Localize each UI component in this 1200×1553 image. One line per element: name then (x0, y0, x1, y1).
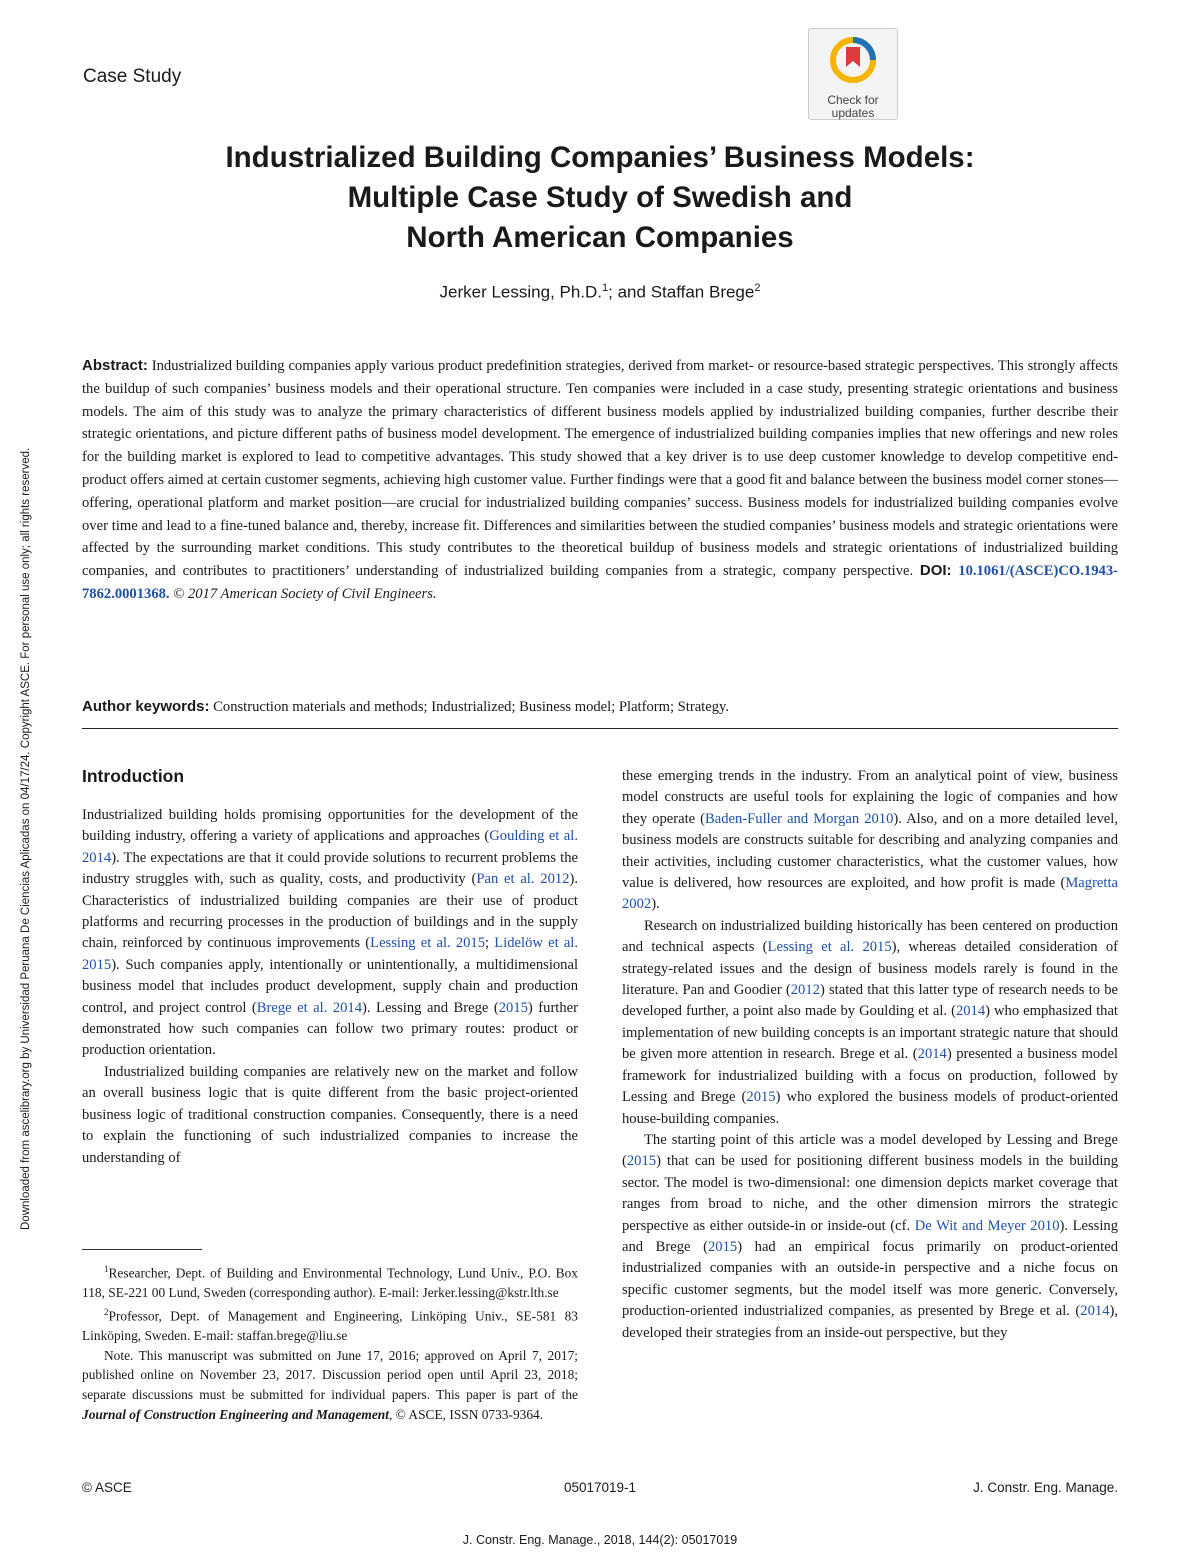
footnote-1 (82, 1260, 578, 1303)
citation-link[interactable]: 2015 (746, 1089, 776, 1106)
citation-link[interactable]: Goulding et al. 2014 (82, 828, 578, 866)
badge-line-2: updates (831, 106, 875, 120)
paragraph: Industrialized building companies are relatively new on the market and follow an overall business logic that is quite different from the basic project-oriented business logic of traditional construction companies. Consequently, there is a need to explain the functioning of such industrialized companies to increase the understanding of (82, 1063, 578, 1166)
crossmark-icon (828, 35, 878, 85)
footnotes (82, 1260, 578, 1425)
footer-publisher: © ASCE (82, 1480, 132, 1495)
text: Note. This manuscript was submitted on June 17, 2016; approved on April 7, 2017; published online on November 23, 2017. Discussion period open until April 23, 2018; separate discussions must be submitted for individual papers. This paper is part of the (82, 1347, 578, 1403)
citation-link[interactable]: Lidelöw et al. 2015 (82, 935, 579, 973)
text: ) that can be used for positioning different business models in the building sector. The model is two-dimensional: one dimension depicts market coverage that ranges from broad to niche, and the other dimension mirrors the strategic perspective as either outside-in or inside-out (cf. (622, 1153, 1118, 1234)
text: Research on industrialized building historically has been centered on production and technical aspects ( (622, 917, 1118, 956)
text: ), developed their strategies from an inside-out perspective, but they (622, 1303, 1118, 1341)
title-line-2: Multiple Case Study of Swedish and (347, 181, 853, 214)
citation-link[interactable]: Pan et al. 2012 (476, 871, 570, 888)
citation-link[interactable]: Baden-Fuller and Morgan 2010 (705, 810, 894, 827)
text: Researcher, Dept. of Building and Environmental Technology, Lund Univ., P.O. Box 118, SE-221 00 Lund, Sweden (corresponding author). E-mail: Jerker.lessing@kstr.lth.se (82, 1265, 578, 1301)
abstract-label: Abstract: (82, 357, 148, 374)
check-for-updates-badge[interactable] (808, 28, 898, 120)
badge-line-1: Check for (827, 93, 879, 107)
section-divider (82, 728, 1118, 729)
author-1: Jerker Lessing, Ph.D. (439, 282, 603, 302)
text: The starting point of this article was a model developed by Lessing and Brege ( (622, 1131, 1118, 1170)
author-1-affil: 1 (602, 282, 609, 294)
citation-link[interactable]: 2014 (1080, 1303, 1110, 1320)
bottom-citation: J. Constr. Eng. Manage., 2018, 144(2): 05017019 (462, 1533, 738, 1547)
citation-link[interactable]: 2015 (708, 1238, 738, 1255)
text: ) had an empirical focus primarily on product-oriented industrialized companies with an outside-in perspective and a niche focus on specific customer segments, but the model itself was more generic. Conversely, production-oriented industrialized companies, as presented by Brege et al. ( (622, 1238, 1118, 1320)
doi-label: DOI: (919, 562, 952, 580)
title-line-3: North American Companies (406, 221, 794, 254)
text: , © ASCE, ISSN 0733-9364. (388, 1406, 544, 1422)
text: ). Such companies apply, intentionally or unintentionally, a multidimensional business model that includes product development, supply chain and production control, and project control ( (82, 956, 578, 1016)
title-line-1: Industrialized Building Companies’ Business Models: (225, 141, 975, 174)
footer-page-id: 05017019-1 (563, 1480, 637, 1495)
footnote-marker: 2 (104, 1306, 109, 1317)
left-column (82, 805, 578, 1169)
text: ) further demonstrated how such companies can follow two primary routes: product or production orientation. (82, 999, 578, 1059)
journal-name: Journal of Construction Engineering and Management (82, 1406, 389, 1422)
text: ) presented a business model framework for industrialized building with a focus on production, followed by Lessing and Brege ( (622, 1046, 1118, 1106)
abstract-body: Industrialized building companies apply various product predefinition strategies, derived from market- or resource-based strategic perspectives. This strongly affects the buildup of such companies’ business models and their operational structure. Ten companies were included in a case study, presenting strategic orientations and business models. The aim of this study was to analyze the primary characteristics of different business models applied by industrialized building companies, further describe their strategic orientations, and picture different paths of business model development. The emergence of industrialized building companies implies that new offerings and new roles for the building market is explored to lead to competitive advantages. This study showed that a key driver is to use deep customer knowledge to develop competitive end-product offers aimed at certain customer segments, achieving high customer value. Further findings were that a good fit and balance between the business model corner stones—offering, operational platform and market position—are crucial for industrialized building companies’ success. Business models for industrialized building companies evolve over time and lead to a fine-tuned balance and, thereby, increase fit. Differences and similarities between the studied companies’ business models and strategic orientations were affected by the surrounding market conditions. This study contributes to the theoretical buildup of business models and strategic orientations of industrialized building companies, and contributes to practitioners’ understanding of industrialized building companies from a strategic, company perspective. (82, 358, 1118, 580)
text: Professor, Dept. of Management and Engineering, Linköping Univ., SE-581 83 Linköping, Sweden. E-mail: staffan.brege@liu.se (82, 1308, 578, 1344)
doi-link[interactable]: 10.1061/(ASCE)CO.1943-7862.0001368. (82, 563, 1118, 602)
citation-link[interactable]: Brege et al. 2014 (256, 999, 363, 1016)
author-keywords (82, 698, 1118, 716)
text: ). (651, 896, 660, 913)
article-type-label: Case Study (83, 66, 182, 87)
citation-link[interactable]: Lessing et al. 2015 (370, 935, 486, 952)
text: ). The expectations are that it could provide solutions to recurrent problems the industry struggles with, such as quality, costs, and productivity ( (82, 849, 578, 888)
paper-title (100, 138, 1100, 258)
citation-link[interactable]: 2015 (498, 999, 528, 1016)
text: ) who emphasized that implementation of new building concepts is an important strategic nature that should be given more attention in research. Brege et al. ( (622, 1003, 1118, 1063)
paragraph (622, 916, 1118, 1130)
text: ; (485, 935, 495, 952)
footnote-2 (82, 1303, 578, 1346)
text: ). Also, and on a more detailed level, business models are constructs suitable for describing and analyzing companies and their activities, including customer characteristics, what the customer values, how value is delivered, how resources are exploited, and how profit is made ( (622, 810, 1118, 892)
download-watermark: Downloaded from ascelibrary.org by Universidad Peruana De Ciencias Aplicadas on 04/17/24. Copyright ASCE. For personal use only; all rights reserved. (20, 447, 32, 1230)
submission-note (82, 1346, 578, 1425)
citation-link[interactable]: Lessing et al. 2015 (767, 939, 892, 956)
footnote-marker: 1 (104, 1264, 109, 1274)
text: ). Lessing and Brege ( (362, 999, 499, 1016)
text: these emerging trends in the industry. From an analytical point of view, business model constructs are useful tools for explaining the logic of companies and how they operate ( (622, 768, 1118, 827)
abstract (82, 355, 1118, 606)
author-2-affil: 2 (754, 282, 761, 294)
footer-journal: J. Constr. Eng. Manage. (973, 1480, 1118, 1495)
text: Industrialized building holds promising opportunities for the development of the building industry, offering a variety of applications and approaches ( (82, 807, 578, 845)
citation-link[interactable]: 2014 (955, 1003, 986, 1020)
paragraph (622, 766, 1118, 916)
keywords-text: Construction materials and methods; Industrialized; Business model; Platform; Strategy. (213, 699, 730, 715)
paragraph (622, 1130, 1118, 1344)
text: ) who explored the business models of product-oriented house-building companies. (622, 1089, 1119, 1127)
citation-link[interactable]: De Wit and Meyer 2010 (914, 1217, 1060, 1234)
section-heading-introduction: Introduction (82, 766, 185, 786)
text: ). Lessing and Brege ( (622, 1217, 1118, 1255)
right-column (622, 766, 1118, 1344)
keywords-label: Author keywords: (82, 698, 210, 715)
author-sep: ; and Staffan Brege (608, 282, 755, 302)
paragraph (82, 805, 578, 1062)
footnote-rule (82, 1249, 202, 1250)
author-line (100, 282, 1100, 303)
citation-link[interactable]: 2015 (626, 1153, 657, 1170)
citation-link[interactable]: 2012 (790, 982, 820, 999)
text: ) stated that this latter type of research needs to be developed further, a point also made by Goulding et al. ( (622, 982, 1118, 1020)
citation-link[interactable]: 2014 (917, 1046, 947, 1063)
citation-link[interactable]: Magretta 2002 (622, 875, 1118, 913)
text: ), whereas detailed consideration of strategy-related issues and the design of business models rarely is found in the literature. Pan and Goodier ( (622, 939, 1119, 999)
text: ). Characteristics of industrialized building companies are their use of product platforms and recurring processes in the production of buildings and in the supply chain, reinforced by continuous improvements ( (82, 871, 578, 952)
abstract-copyright: © 2017 American Society of Civil Engineers. (173, 585, 437, 602)
